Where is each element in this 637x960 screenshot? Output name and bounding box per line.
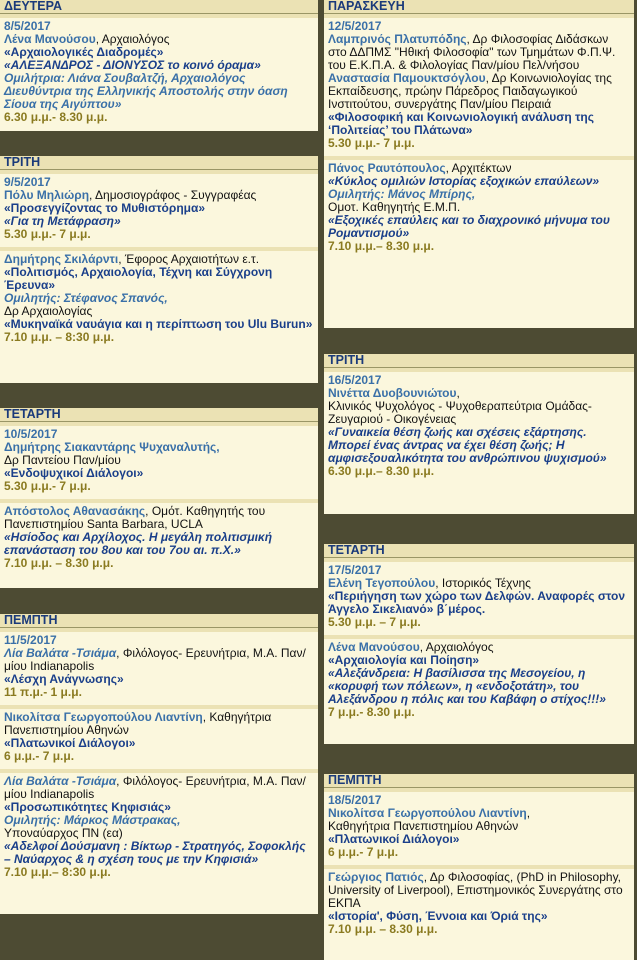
guest-title: «Μυκηναϊκά ναυάγια και η περίπτωση του Ulu Burun» (4, 317, 313, 331)
speaker-name: Γεώργιος Πατιός (328, 870, 424, 884)
speaker-affiliation: Καθηγήτρια Πανεπιστημίου Αθηνών (328, 819, 519, 833)
speaker-affiliation: , Ομότ. Καθηγητής του Πανεπιστημίου Santa Barbara, UCLA (4, 504, 266, 531)
event-title: «Λέσχη Ανάγνωσης» (4, 672, 124, 686)
day-header: ΤΡΙΤΗ (0, 156, 318, 170)
event-title: «Αρχαιολογικές Διαδρομές» (4, 45, 164, 59)
event-date: 18/5/2017 (328, 793, 382, 807)
event (324, 14, 634, 156)
event-title: «Πλατωνικοί Διάλογοι» (4, 736, 136, 750)
day-card-thursday (0, 614, 318, 914)
speaker-name: Ελένη Τεγοπούλου (328, 576, 436, 590)
guest-affiliation: Υποναύαρχος ΠΝ (εα) (4, 826, 123, 840)
speaker-affiliation: , Έφορος Αρχαιοτήτων ε.τ. (118, 252, 260, 266)
speaker-affiliation: , Φιλόλογος- Ερευνήτρια, M.A. Παν/μίου Indianapolis (4, 774, 306, 801)
speaker-affiliation: , Αρχαιολόγος (419, 640, 494, 654)
speaker-affiliation: , Δρ Φιλοσοφίας Διδάσκων στο ΔΔΠΜΣ "Ηθική Φιλοσοφία" των Τμημάτων Φ.Π.Ψ. του Ε.Κ.Π.Α. & Φιλολογίας Παν/μίου Πελ/νήσου (328, 32, 616, 72)
event-date: 11/5/2017 (4, 633, 57, 647)
speaker-name: Δημήτρης Σιακαντάρης Ψυχαναλυτής, (4, 440, 220, 454)
speaker-affiliation: , Δρ Φιλοσοφίας, (PhD in Philosophy, University of Liverpool), Επιστημονικός Συνεργάτης στο ΕΚΠΑ (328, 870, 623, 910)
speaker-name: Νικολίτσα Γεωργοπούλου Λιαντίνη (4, 710, 203, 724)
event-subtitle: «ΑΛΕΞΑΝΔΡΟΣ - ΔΙΟΝΥΣΟΣ το κοινό όραμα» (4, 58, 261, 72)
event (0, 170, 318, 247)
speaker-name: Πάνος Ραυτόπουλος (328, 161, 446, 175)
day-header: ΤΡΙΤΗ (324, 354, 634, 368)
event-title: «Περιήγηση των χώρο των Δελφών. Αναφορές στον Άγγελο Σικελιανό» β΄μέρος. (328, 589, 626, 616)
guest-affiliation: Δρ Αρχαιολογίας (4, 304, 93, 318)
speaker-name: Νινέττα Δυοβουνιώτου (328, 386, 457, 400)
speaker-affiliation: , Ιστορικός Τέχνης (435, 576, 531, 590)
event-time: 5.30 μ.μ. – 7 μ.μ. (328, 615, 421, 629)
event-time: 11 π.μ.- 1 μ.μ. (4, 685, 82, 699)
event-date: 12/5/2017 (328, 19, 382, 33)
event-subtitle: «Αλεξάνδρεια: Η βασίλισσα της Μεσογείου, η «κορυφή των πόλεων», η «ενδοξοτάτη», του Αλεξάνδρου η πόλις και του Καβάφη ο στίχος!!!» (328, 666, 606, 706)
speaker-name: Νικολίτσα Γεωργοπούλου Λιαντίνη (328, 806, 527, 820)
speaker-affiliation: , Αρχιτέκτων (445, 161, 512, 175)
event-time: 5.30 μ.μ.- 7 μ.μ. (4, 227, 91, 241)
speaker-affiliation: , Δημοσιογράφος - Συγγραφέας (89, 188, 257, 202)
speaker-name: Λία Βαλάτα -Τσιάμα (4, 774, 117, 788)
day-card-wednesday-2 (324, 544, 634, 744)
event (0, 247, 318, 350)
guest-speaker: Ομιλήτρια: Λιάνα Σουβαλτζή, Αρχαιολόγος Διευθύντρια της Ελληνικής Αποστολής στην όαση Σίουα της Αιγύπτου» (4, 71, 288, 111)
speaker-affiliation: , Φιλόλογος- Ερευνήτρια, M.A. Παν/μίου Indianapolis (4, 646, 306, 673)
event-title: «Πλατωνικοί Διάλογοι» (328, 832, 460, 846)
co-speaker-affiliation: , Δρ Κοινωνιολογίας της Εκπαίδευσης, πρώην Πάρεδρος Παιδαγωγικού Ινστιτούτου, συνεργάτης Παν/μίου Πειραιά (328, 71, 612, 111)
speaker-name: Πόλυ Μηλιώρη (4, 188, 90, 202)
event-title: «Ιστορία', Φύση, Έννοια και Όριά της» (328, 909, 548, 923)
day-card-friday (324, 0, 634, 328)
speaker-affiliation: Κλινικός Ψυχολόγος - Ψυχοθεραπεύτρια Ομάδας-Ζευγαριού - Οικογένειας (328, 399, 592, 426)
event (0, 705, 318, 769)
event-title: «Πολιτισμός, Αρχαιολογία, Τέχνη και Σύγχρονη Έρευνα» (4, 265, 273, 292)
day-card-tuesday-2 (324, 354, 634, 514)
day-header: ΠΑΡΑΣΚΕΥΗ (324, 0, 634, 14)
event (0, 499, 318, 576)
guest-speaker: Ομιλητής: Στέφανος Σπανός, (4, 291, 168, 305)
day-header: ΤΕΤΑΡΤΗ (0, 408, 318, 422)
event-title: «Αρχαιολογία και Ποίηση» (328, 653, 480, 667)
speaker-affiliation: , Αρχαιολόγος (95, 32, 170, 46)
event-time: 6.30 μ.μ.- 8.30 μ.μ. (4, 110, 108, 124)
day-header: ΠΕΜΠΤΗ (0, 614, 318, 628)
event-time: 7 μ.μ.- 8.30 μ.μ. (328, 705, 415, 719)
speaker-affiliation: , Καθηγήτρια Πανεπιστημίου Αθηνών (4, 710, 272, 737)
event-date: 9/5/2017 (4, 175, 51, 189)
guest-affiliation: Ομοτ. Καθηγητής Ε.Μ.Π. (328, 200, 461, 214)
event-time: 6 μ.μ.- 7 μ.μ. (328, 845, 399, 859)
speaker-name: Λένα Μανούσου (4, 32, 96, 46)
speaker-affiliation-sep: , (456, 386, 460, 400)
event-time: 7.10 μ.μ. – 8.30 μ.μ. (328, 922, 438, 936)
event-subtitle: «Ησίοδος και Αρχίλοχος. Η μεγάλη πολιτισμική επανάσταση του 8ου και του 7ου αι. π.Χ.» (4, 530, 273, 557)
day-header: ΔΕΥΤΕΡΑ (0, 0, 318, 14)
event (324, 156, 634, 259)
day-header: ΠΕΜΠΤΗ (324, 774, 634, 788)
event-date: 10/5/2017 (4, 427, 58, 441)
event-time: 6.30 μ.μ.– 8.30 μ.μ. (328, 464, 435, 478)
speaker-name: Απόστολος Αθανασάκης (4, 504, 146, 518)
event-title: «Φιλοσοφική και Κοινωνιολογική ανάλυση της ‘Πολιτείας’ του Πλάτωνα» (328, 110, 594, 137)
event-time: 7.10 μ.μ.– 8.30 μ.μ. (328, 239, 435, 253)
speaker-name: Δημήτρης Σκιλάρντι (4, 252, 119, 266)
day-card-monday (0, 0, 318, 131)
speaker-name: Λένα Μανούσου (328, 640, 420, 654)
event (324, 635, 634, 725)
event-subtitle: «Γυναικεία θέση ζωής και σχέσεις εξάρτησης. Μπορεί ένας άντρας να έχει θέση ζωής; Η αμφισεξουαλικότητα του ανθρώπινου ψυχισμού» (328, 425, 607, 465)
event-time: 5.30 μ.μ.- 7 μ.μ. (328, 136, 415, 150)
event-time: 6 μ.μ.- 7 μ.μ. (4, 749, 75, 763)
event-time: 7.10 μ.μ. – 8.30 μ.μ. (4, 556, 114, 570)
event-date: 17/5/2017 (328, 563, 382, 577)
event (0, 14, 318, 130)
guest-speaker: Ομιλητής: Μάνος Μπίρης, (328, 187, 476, 201)
speaker-name: Λία Βαλάτα -Τσιάμα (4, 646, 117, 660)
day-header: ΤΕΤΑΡΤΗ (324, 544, 634, 558)
event-subtitle: «Αδελφοί Δούσμανη : Βίκτωρ - Στρατηγός, Σοφοκλής – Ναύαρχος & η σχέση τους με την Κηφισιά» (4, 839, 306, 866)
day-card-wednesday (0, 408, 318, 588)
guest-speaker: Ομιλητής: Μάρκος Μάστρακας, (4, 813, 181, 827)
event-title: «Προσωπικότητες Κηφισιάς» (4, 800, 171, 814)
event-date: 8/5/2017 (4, 19, 51, 33)
speaker-affiliation: Δρ Παντείου Παν/μίου (4, 453, 121, 467)
event (0, 769, 318, 885)
speaker-affiliation-sep: , (526, 806, 531, 820)
event-subtitle: «Κύκλος ομιλιών Ιστορίας εξοχικών επαύλεων» (328, 174, 600, 188)
event (0, 628, 318, 705)
event (0, 422, 318, 499)
event-subtitle: «Για τη Μετάφραση» (4, 214, 121, 228)
event-time: 7.10 μ.μ.– 8:30 μ.μ. (4, 865, 111, 879)
co-speaker-name: Αναστασία Παμουκτσόγλου (328, 71, 486, 85)
day-card-tuesday (0, 156, 318, 383)
event-title: «Ενδοψυχικοί Διάλογοι» (4, 466, 144, 480)
event-title: «Προσεγγίζοντας το Μυθιστόρημα» (4, 201, 206, 215)
day-card-thursday-2 (324, 774, 634, 960)
event-time: 7.10 μ.μ. – 8:30 μ.μ. (4, 330, 115, 344)
event-date: 16/5/2017 (328, 373, 382, 387)
event (324, 865, 634, 942)
event (324, 558, 634, 635)
guest-subtitle: «Εξοχικές επαύλεις και το διαχρονικό μήνυμα του Ρομαντισμού» (328, 213, 610, 240)
event (324, 788, 634, 865)
event (324, 368, 634, 484)
speaker-name: Λαμπρινός Πλατυπόδης (328, 32, 467, 46)
event-time: 5.30 μ.μ.- 7 μ.μ. (4, 479, 91, 493)
